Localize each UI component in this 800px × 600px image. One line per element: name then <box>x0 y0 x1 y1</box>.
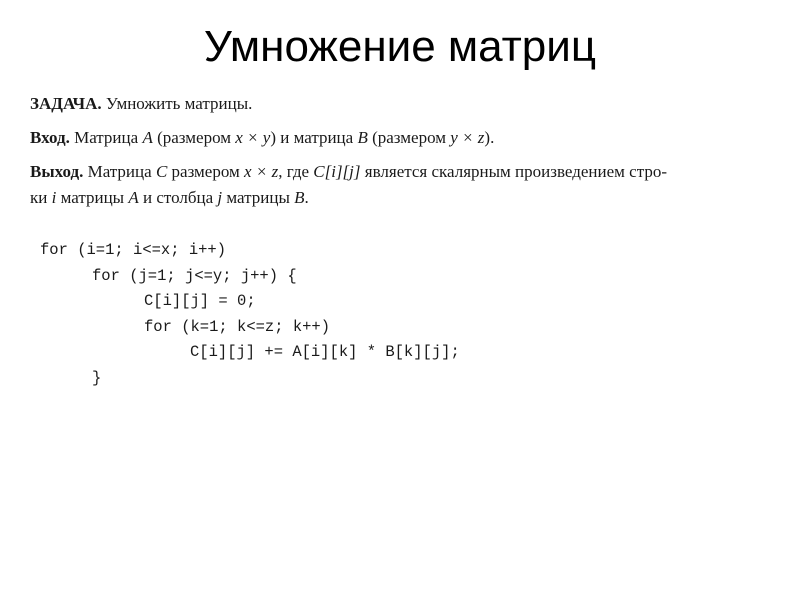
code-line: for (k=1; k<=z; k++) <box>144 317 331 336</box>
output-statement <box>30 162 667 182</box>
output-text: матрицы <box>56 188 129 207</box>
output-text: , где <box>278 162 314 181</box>
task-label: ЗАДАЧА. <box>30 94 102 113</box>
input-text: ). <box>484 128 495 147</box>
input-text: Матрица <box>69 128 143 147</box>
input-dim-yz: y × z <box>450 128 485 147</box>
output-text: . <box>304 188 309 207</box>
code-line: for (j=1; j<=y; j++) { <box>92 266 297 285</box>
code-line: for (i=1; i<=x; i++) <box>40 241 227 259</box>
output-element-cij: C[i][j] <box>313 162 361 181</box>
output-text: Матрица <box>83 162 156 181</box>
row-index-i: i <box>51 188 57 207</box>
output-matrix-b: B <box>294 188 305 207</box>
input-matrix-b: B <box>357 128 368 147</box>
output-dim-xz: x × z <box>244 162 279 181</box>
code-block <box>40 238 460 391</box>
scanned-page <box>30 90 780 400</box>
output-label: Выход. <box>30 162 84 181</box>
output-text: и столбца <box>138 188 218 207</box>
code-line: } <box>92 368 102 387</box>
output-text: ки <box>30 188 52 207</box>
output-statement-continued <box>30 188 309 208</box>
input-text: ) и матрица <box>270 128 358 147</box>
code-line: C[i][j] = 0; <box>144 292 256 310</box>
code-line: C[i][j] += A[i][k] * B[k][j]; <box>190 343 460 361</box>
input-matrix-a: A <box>142 128 153 147</box>
task-statement <box>30 94 252 114</box>
output-matrix-a: A <box>128 188 139 207</box>
column-index-j: j <box>217 188 223 207</box>
input-statement <box>30 128 494 148</box>
input-text: (размером <box>152 128 236 147</box>
output-text: является скалярным произведением стро- <box>360 162 668 181</box>
input-label: Вход. <box>30 128 70 147</box>
output-matrix-c: C <box>155 162 168 181</box>
task-text: Умножить матрицы. <box>101 94 253 113</box>
output-text: размером <box>167 162 245 181</box>
input-text: (размером <box>367 128 451 147</box>
output-text: матрицы <box>222 188 295 207</box>
slide-title: Умножение матриц <box>203 22 597 71</box>
input-dim-xy: x × y <box>235 128 271 147</box>
